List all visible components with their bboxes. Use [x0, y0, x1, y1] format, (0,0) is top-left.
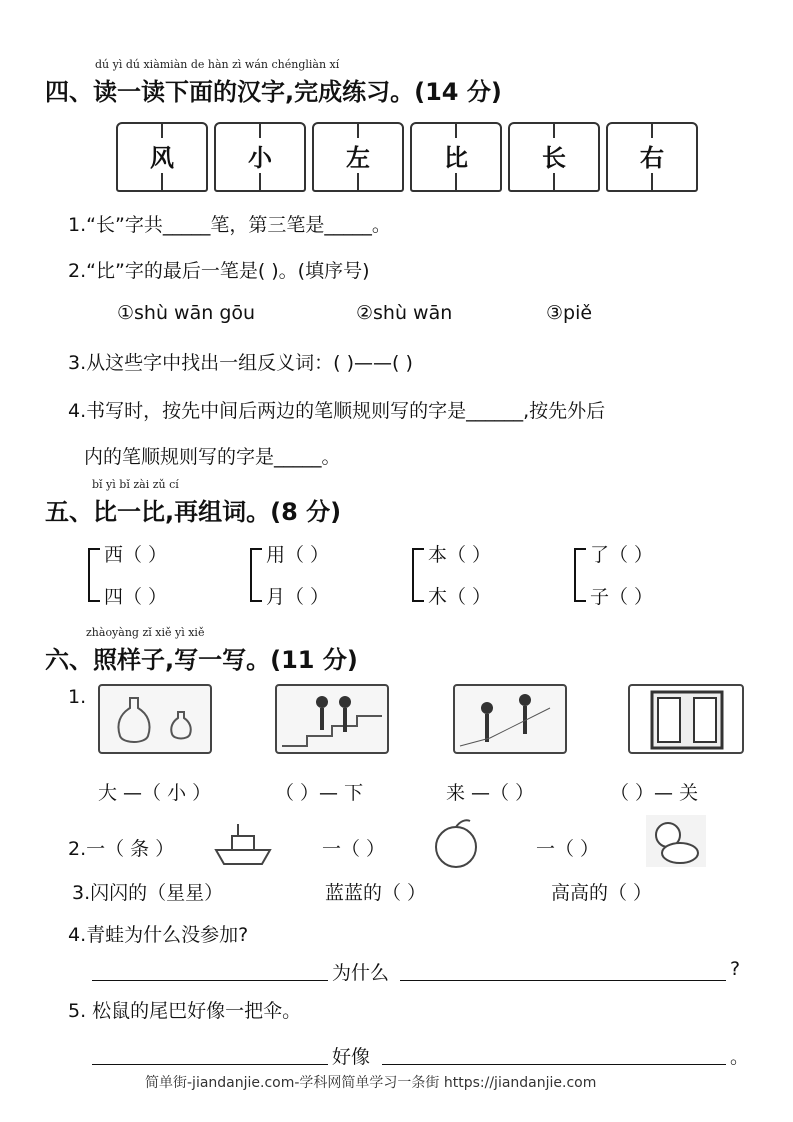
q4-end-mark: ?: [730, 958, 741, 980]
window-image: [628, 684, 744, 754]
book-image: [508, 122, 600, 192]
question-6-1-num: 1.: [68, 686, 87, 708]
section6-pinyin: zhàoyàng zǐ xiě yì xiě: [86, 626, 205, 639]
pair-item: 用（ ）: [266, 544, 330, 566]
section5-pinyin: bǐ yì bǐ zài zǔ cí: [92, 478, 179, 491]
book-image: [410, 122, 502, 192]
adjective-item: 高高的（ ）: [551, 882, 653, 904]
question-6-5: 5. 松鼠的尾巴好像一把伞。: [68, 1000, 302, 1022]
measure-word-item: 2.一（ 条 ）: [68, 838, 175, 860]
book-image: [312, 122, 404, 192]
cat-image: [646, 815, 706, 867]
antonym-item: （ ）— 关: [610, 782, 699, 804]
bracket: [250, 548, 262, 602]
question-4-4-cont: 内的笔顺规则写的字是_____。: [84, 446, 341, 468]
pair-item: 本（ ）: [428, 544, 492, 566]
answer-line[interactable]: [400, 980, 726, 981]
question-4-2: 2.“比”字的最后一笔是( )。(填序号): [68, 260, 370, 282]
section5-title: 五、比一比,再组词。(8 分): [45, 498, 342, 526]
q5-end-mark: 。: [730, 1046, 750, 1068]
q5-middle-text: 好像: [332, 1046, 371, 1068]
stairs-image: [275, 684, 389, 754]
option-2: ②shù wān: [356, 302, 453, 324]
book-char: 小: [240, 138, 280, 173]
people-walking-image: [453, 684, 567, 754]
vases-image: [98, 684, 212, 754]
section4-title: 四、读一读下面的汉字,完成练习。(14 分): [45, 78, 502, 106]
book-char: 风: [142, 138, 182, 173]
bracket: [574, 548, 586, 602]
book-image: [116, 122, 208, 192]
question-4-4: 4.书写时，按先中间后两边的笔顺规则写的字是______,按先外后: [68, 400, 606, 422]
option-1: ①shù wān gōu: [117, 302, 256, 324]
footer-watermark: 简单街-jiandanjie.com-学科网简单学习一条街 https://jiandanjie.com: [145, 1075, 597, 1091]
boat-image: [212, 818, 274, 868]
antonym-item: 来 —（ ）: [446, 782, 535, 804]
antonym-item: （ ）— 下: [275, 782, 364, 804]
section4-pinyin: dú yì dú xiàmiàn de hàn zì wán chéngliàn xí: [95, 58, 340, 71]
book-char: 长: [534, 138, 574, 173]
pair-item: 四（ ）: [104, 586, 168, 608]
book-char: 比: [436, 138, 476, 173]
option-3: ③piě: [546, 302, 593, 324]
answer-line[interactable]: [92, 980, 328, 981]
peach-image: [428, 815, 484, 869]
book-char: 右: [632, 138, 672, 173]
question-4-1: 1.“长”字共_____笔，第三笔是_____。: [68, 214, 391, 236]
pair-item: 木（ ）: [428, 586, 492, 608]
answer-line[interactable]: [382, 1064, 726, 1065]
question-4-3: 3.从这些字中找出一组反义词：( )——( ): [68, 352, 413, 374]
adjective-item: 3.闪闪的（星星）: [72, 882, 224, 904]
pair-item: 了（ ）: [590, 544, 654, 566]
adjective-item: 蓝蓝的（ ）: [325, 882, 427, 904]
pair-item: 月（ ）: [266, 586, 330, 608]
pair-item: 西（ ）: [104, 544, 168, 566]
q4-middle-text: 为什么: [332, 962, 390, 984]
pair-item: 子（ ）: [590, 586, 654, 608]
bracket: [412, 548, 424, 602]
book-image: [606, 122, 698, 192]
book-char: 左: [338, 138, 378, 173]
book-image: [214, 122, 306, 192]
bracket: [88, 548, 100, 602]
question-6-4: 4.青蛙为什么没参加?: [68, 924, 249, 946]
measure-word-item: 一（ ）: [536, 838, 600, 860]
antonym-item: 大 —（ 小 ）: [98, 782, 212, 804]
answer-line[interactable]: [92, 1064, 328, 1065]
measure-word-item: 一（ ）: [322, 838, 386, 860]
section6-title: 六、照样子,写一写。(11 分): [45, 646, 358, 674]
